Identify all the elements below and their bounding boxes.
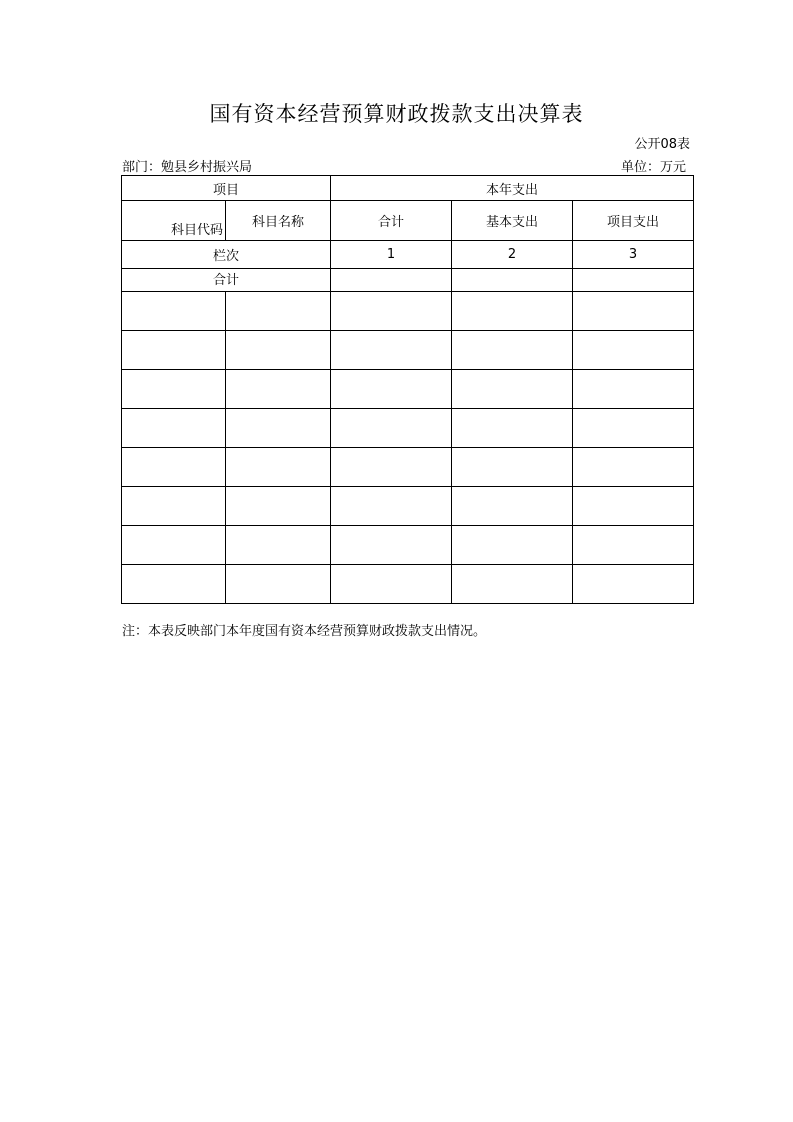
table-row [122,409,694,448]
subject-code-header [122,201,226,241]
table-row [122,487,694,526]
table-subheader-row [122,201,694,241]
table-header-row [122,176,694,201]
table-cell [452,565,573,604]
subject-name-header: 科目名称 [226,201,331,241]
table-cell [573,448,694,487]
total-value-3 [573,269,694,292]
table-cell [122,331,226,370]
footnote: 注：本表反映部门本年度国有资本经营预算财政拨款支出情况。 [122,624,487,639]
unit-label: 单位：万元 [620,160,686,175]
table-cell [226,331,331,370]
department-label: 部门：勉县乡村振兴局 [122,160,253,175]
table-cell [226,292,331,331]
year-expense-header: 本年支出 [331,176,694,201]
table-cell [452,526,573,565]
table-cell [573,409,694,448]
table-cell [452,448,573,487]
table-row [122,448,694,487]
table-cell [122,487,226,526]
total-value-1 [331,269,452,292]
table-cell [573,370,694,409]
table-cell [226,526,331,565]
table-cell [573,292,694,331]
table-row [122,526,694,565]
table-cell [122,409,226,448]
table-cell [226,487,331,526]
column-header-basic: 基本支出 [452,201,573,241]
column-header-total: 合计 [331,201,452,241]
table-row [122,292,694,331]
table-cell [226,409,331,448]
table-cell [122,370,226,409]
expense-table [121,175,694,604]
total-label: 合计 [122,269,331,292]
form-number: 公开08表 [634,137,690,152]
table-cell [331,331,452,370]
table-cell [452,370,573,409]
table-cell [226,370,331,409]
table-cell [331,526,452,565]
total-row [122,269,694,292]
table-cell [452,331,573,370]
column-number-2: 2 [452,241,573,269]
table-cell [122,448,226,487]
total-value-2 [452,269,573,292]
table-cell [573,565,694,604]
table-cell [452,409,573,448]
column-header-project: 项目支出 [573,201,694,241]
table-cell [226,448,331,487]
table-cell [573,331,694,370]
column-row-label: 栏次 [122,241,331,269]
table-cell [331,565,452,604]
table-cell [452,292,573,331]
table-cell [226,565,331,604]
page-title: 国有资本经营预算财政拨款支出决算表 [209,102,584,126]
table-cell [331,292,452,331]
table-cell [452,487,573,526]
table-cell [331,448,452,487]
column-number-1: 1 [331,241,452,269]
table-row [122,565,694,604]
table-cell [331,487,452,526]
table-cell [122,292,226,331]
table-cell [122,526,226,565]
table-cell [122,565,226,604]
column-number-3: 3 [573,241,694,269]
table-cell [573,526,694,565]
table-row [122,370,694,409]
project-header: 项目 [122,176,331,201]
column-number-row [122,241,694,269]
table-row [122,331,694,370]
table-cell [573,487,694,526]
subject-code-label: 科目代码 [170,223,223,238]
table-cell [331,370,452,409]
table-cell [331,409,452,448]
